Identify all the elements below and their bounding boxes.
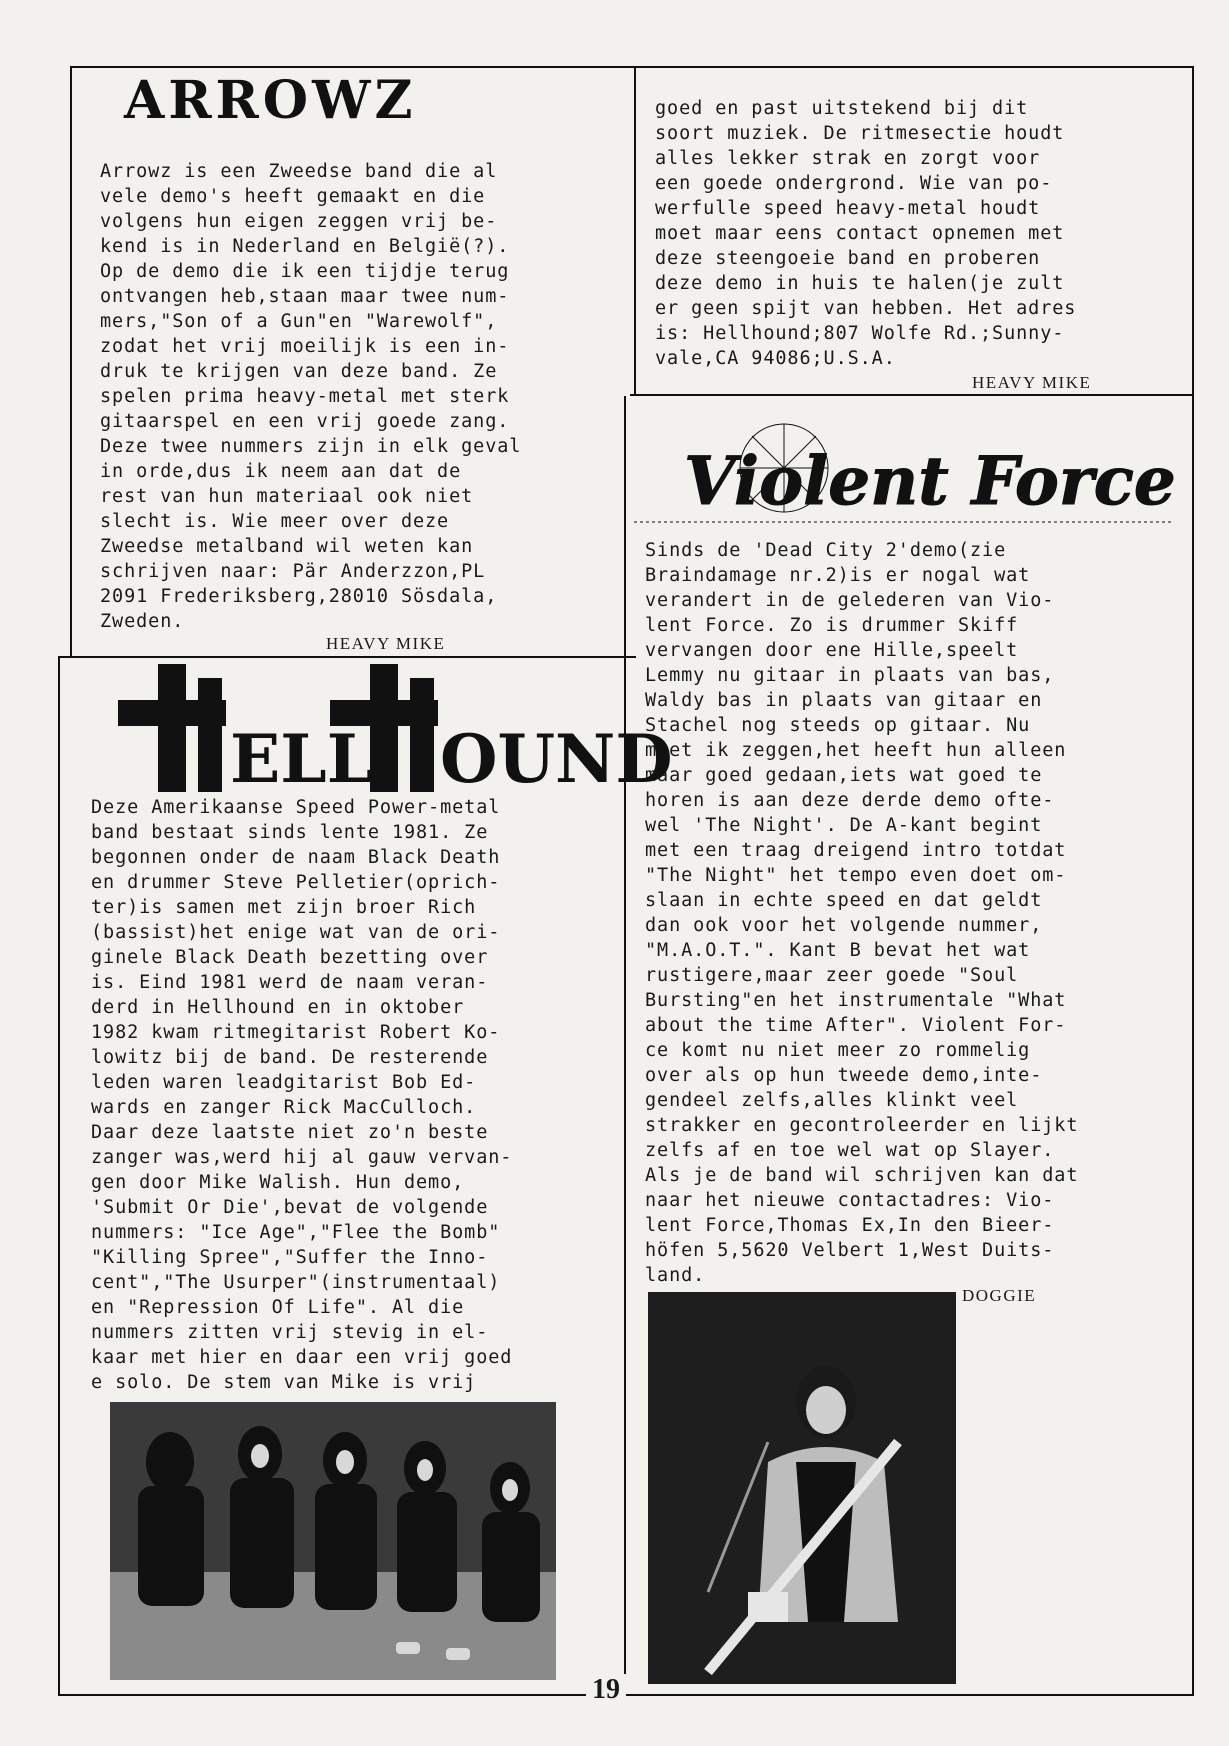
hellhound-continued-text: goed en past uitstekend bij dit soort muziek. De ritmesectie houdt alles lekker strak en zorgt voor een goede ondergrond. Wie van po- werfulle speed heavy-metal houdt moet maar eens contact opnemen met deze steengoeie band en proberen deze demo in huis te halen(je zult er geen spijt van hebben. Het adres is: Hellhound;807 Wolfe Rd.;Sunny- vale,CA 94086;U.S.A.: [655, 98, 1077, 369]
arrowz-article-text: Arrowz is een Zweedse band die al vele demo's heeft gemaakt en die volgens hun eigen zeggen vrij be- kend is in Nederland en België(?). Op de demo die ik een tijdje terug ontvangen heb,staan maar twee num- mers,"Son of a Gun"en "Warewolf", zodat het vrij moeilijk is een in- druk te krijgen van deze band. Ze spelen prima heavy-metal met sterk gitaarspel en een vrij goede zang. Deze twee nummers zijn in elk geval in orde,dus ik neem aan dat de rest van hun materiaal ook niet slecht is. Wie meer over deze Zweedse metalband wil weten kan schrijven naar: Pär Anderzzon,PL 2091 Frederiksberg,28010 Sösdala, Zweden.: [100, 161, 522, 632]
arrowz-logo: [122, 70, 422, 131]
frame-left-line: [70, 66, 72, 656]
arrowz-bottom-line: [58, 656, 636, 658]
hellhound-logo-text-ound: OUND: [440, 720, 673, 798]
violent-force-live-photo: [648, 1292, 956, 1684]
frame-bottom-line: [58, 1694, 1194, 1696]
arrowz-signature: HEAVY MIKE: [326, 634, 446, 653]
frame-top-line: [70, 66, 1194, 68]
violent-force-live-photo-art: [648, 1292, 956, 1684]
violent-force-logo: [634, 418, 1174, 530]
hellhound-cont-bottom-line: [630, 394, 1194, 396]
hellhound-article-text: Deze Amerikaanse Speed Power-metal band bestaat sinds lente 1981. Ze begonnen onder de naam Black Death en drummer Steve Pelletier(oprich- ter)is samen met zijn broer Rich (bassist)het enige wat van de ori- ginele Black Death bezetting over is. Eind 1981 werd de naam veran- derd in Hellhound en in oktober 1982 kwam ritmegitarist Robert Ko- lowitz bij de band. De resterende leden waren leadgitarist Bob Ed- wards en zanger Rick MacCulloch. Daar deze laatste niet zo'n beste zanger was,werd hij al gauw vervan- gen door Mike Walish. Hun demo, 'Submit Or Die',bevat de volgende nummers: "Ice Age","Flee the Bomb" "Killing Spree","Suffer the Inno- cent","The Usurper"(instrumentaal) en "Repression Of Life". Al die nummers zitten vrij stevig in el- kaar met hier en daar een vrij goed e solo. De stem van Mike is vrij: [91, 797, 513, 1393]
hellhound-logo-text-ell: ELL: [230, 720, 374, 798]
frame-left-line-lower: [58, 656, 60, 1696]
arrowz-logo-text: ARROWZ: [124, 70, 417, 131]
column-divider-upper: [634, 66, 636, 396]
hellhound-band-photo: [110, 1402, 556, 1680]
hellhound-signature: HEAVY MIKE: [972, 373, 1092, 392]
violent-force-article-text: Sinds de 'Dead City 2'demo(zie Braindamage nr.2)is er nogal wat verandert in de gelederen van Vio- lent Force. Zo is drummer Skiff vervangen door ene Hille,speelt Lemmy nu gitaar in plaats van bas, Waldy bas in plaats van gitaar en Stachel nog steeds op gitaar. Nu moet ik zeggen,het heeft hun alleen maar goed gedaan,iets wat goed te horen is aan deze derde demo ofte- wel 'The Night'. De A-kant begint met een traag dreigend intro totdat "The Night" het tempo even doet om- slaan in echte speed en dat geldt dan ook voor het volgende nummer, "M.A.O.T.". Kant B bevat het wat rustigere,maar zeer goede "Soul Bursting"en het instrumentale "What about the time After". Violent For- ce komt nu niet meer zo rommelig over als op hun tweede demo,inte- gendeel zelfs,alles klinkt veel strakker en gecontroleerder en lijkt zelfs af en toe wel wat op Slayer. Als je de band wil schrijven kan dat naar het nieuwe contactadres: Vio- lent Force,Thomas Ex,In den Bieer- höfen 5,5620 Velbert 1,West Duits- land.: [645, 540, 1079, 1286]
violent-force-signature: DOGGIE: [962, 1286, 1037, 1305]
column-divider-lower: [624, 396, 626, 1696]
frame-right-line: [1192, 66, 1194, 1696]
violent-force-logo-text: Violent Force: [684, 442, 1176, 520]
hellhound-band-photo-art: [110, 1402, 556, 1680]
page-number: 19: [586, 1674, 626, 1706]
hellhound-logo: [118, 664, 673, 798]
